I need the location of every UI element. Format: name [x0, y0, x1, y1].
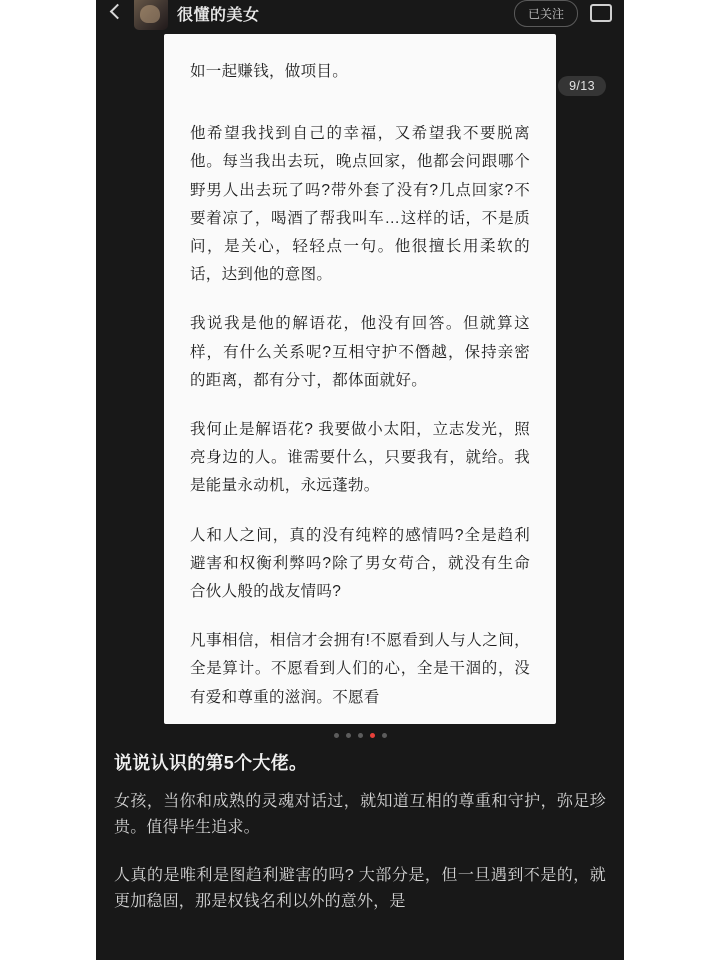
image-paragraph: 我说我是他的解语花，他没有回答。但就算这样，有什么关系呢?互相守护不僭越，保持亲密的距离，都有分寸，都体面就好。 — [190, 315, 530, 389]
post-image-card[interactable] — [164, 34, 556, 724]
phone-viewport — [96, 0, 624, 960]
carousel-dot-active[interactable] — [370, 733, 375, 738]
post-media-area — [96, 26, 624, 724]
image-paragraph: 凡事相信，相信才会拥有!不愿看到人与人之间，全是算计。不愿看到人们的心，全是干涸的，没有爱和尊重的滋润。不愿看 — [190, 632, 530, 706]
caption-paragraph: 人真的是唯利是图趋利避害的吗? 大部分是，但一旦遇到不是的，就更加稳固，那是权钱名利以外的意外，是 — [114, 866, 606, 910]
carousel-dot[interactable] — [358, 733, 363, 738]
follow-button[interactable]: 已关注 — [514, 0, 578, 27]
image-paragraph: 我何止是解语花? 我要做小太阳，立志发光，照亮身边的人。谁需要什么，只要我有，就给。我是能量永动机，永远蓬勃。 — [190, 421, 530, 495]
account-name[interactable]: 很懂的美女 — [177, 6, 260, 24]
post-title: 说说认识的第5个大佬。 — [114, 753, 308, 773]
image-paragraph: 他希望我找到自己的幸福，又希望我不要脱离他。每当我出去玩，晚点回家，他都会问跟哪个野男人出去玩了吗?带外套了没有?几点回家?不要着凉了，喝酒了帮我叫车…这样的话，不是质问，是关心，轻轻点一句。他很擅长用柔软的话，达到他的意图。 — [190, 125, 530, 284]
carousel-dot[interactable] — [346, 733, 351, 738]
left-letterbox — [0, 0, 96, 960]
carousel-dot[interactable] — [382, 733, 387, 738]
carousel-dots[interactable] — [96, 724, 624, 746]
post-caption — [96, 746, 624, 915]
top-navigation-bar — [96, 0, 624, 26]
share-icon[interactable] — [590, 4, 612, 22]
back-chevron-icon[interactable] — [108, 2, 124, 24]
top-bar-actions — [514, 0, 612, 27]
image-paragraph: 如一起赚钱，做项目。 — [190, 63, 349, 80]
image-paragraph: 人和人之间，真的没有纯粹的感情吗?全是趋利避害和权衡利弊吗?除了男女苟合，就没有生命合伙人般的战友情吗? — [190, 526, 530, 601]
page-indicator-badge: 9/13 — [558, 76, 606, 96]
carousel-dot[interactable] — [334, 733, 339, 738]
caption-paragraph: 女孩，当你和成熟的灵魂对话过，就知道互相的尊重和守护，弥足珍贵。值得毕生追求。 — [114, 793, 606, 836]
right-letterbox — [624, 0, 720, 960]
